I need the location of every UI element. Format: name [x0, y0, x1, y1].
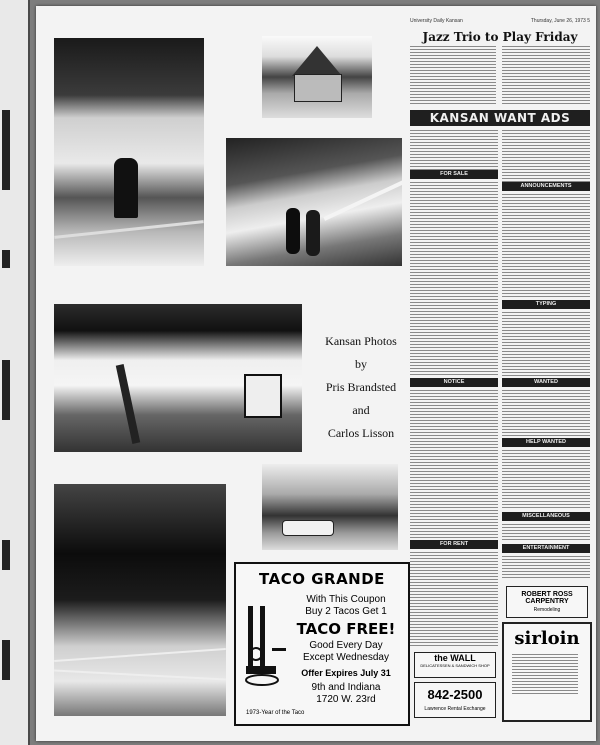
- rental-exchange-ad: [414, 682, 496, 718]
- ad-footer: 1973-Year of the Taco: [246, 710, 305, 716]
- wall-sub: DELICATESSEN & SANDWICH SHOP: [420, 663, 490, 668]
- classified-text: [502, 390, 590, 436]
- edge-mark: [2, 540, 10, 570]
- section-header-notice: NOTICE: [410, 378, 498, 387]
- classified-text: [502, 130, 590, 182]
- burning-building-photo: [54, 484, 226, 716]
- ad-expiry: Offer Expires July 31: [301, 668, 391, 678]
- section-header-miscellaneous: MISCELLANEOUS: [502, 512, 590, 521]
- section-header-for-rent: FOR RENT: [410, 540, 498, 549]
- ad-coupon-text: [288, 594, 404, 618]
- classified-text: [502, 556, 590, 578]
- date-page: Thursday, June 26, 1973 5: [530, 18, 590, 24]
- classified-text: [410, 130, 498, 170]
- ad-locations: [288, 682, 404, 706]
- sirloin-title: sirloin: [514, 628, 580, 649]
- classified-text: [502, 312, 590, 376]
- ad-line: Buy 2 Tacos Get 1: [305, 606, 387, 617]
- carpentry-sub: Remodeling: [533, 607, 561, 613]
- classified-text: [410, 390, 498, 538]
- the-wall-ad: [414, 652, 496, 678]
- edge-mark: [2, 250, 10, 268]
- sirloin-ad: [502, 622, 592, 722]
- article-text-column: [502, 46, 590, 106]
- adjacent-page-edge: [0, 0, 30, 745]
- wall-name: the WALL: [434, 653, 476, 663]
- edge-mark: [2, 640, 10, 680]
- article-text-column: [410, 46, 496, 106]
- newspaper-page: [36, 6, 596, 741]
- credit-line: Kansan Photos: [325, 334, 397, 348]
- section-header-typing: TYPING: [502, 300, 590, 309]
- ad-line: Good Every Day: [309, 640, 383, 651]
- police-car-photo: [262, 464, 398, 550]
- carpentry-title: ROBERT ROSS CARPENTRY: [521, 591, 573, 605]
- coffee-grinder-icon: [242, 598, 288, 692]
- classified-text: [410, 182, 498, 376]
- want-ads-banner: KANSAN WANT ADS: [410, 110, 590, 126]
- article-headline: Jazz Trio to Play Friday: [422, 30, 578, 44]
- phone-number: 842-2500: [427, 687, 483, 702]
- classified-text: [410, 552, 498, 648]
- edge-mark: [2, 360, 10, 420]
- carpentry-ad: [506, 586, 588, 618]
- ad-title: TACO GRANDE: [259, 570, 385, 588]
- section-header-help-wanted: HELP WANTED: [502, 438, 590, 447]
- credit-line: by: [355, 357, 367, 371]
- house-photo: [262, 36, 372, 118]
- section-header-announcements: ANNOUNCEMENTS: [502, 182, 590, 191]
- phone-sub: Lawrence Rental Exchange: [424, 706, 486, 712]
- ad-line: With This Coupon: [306, 594, 386, 605]
- sirloin-text: [512, 654, 578, 694]
- ad-line: 1720 W. 23rd: [316, 694, 376, 705]
- photo-credit: [306, 330, 416, 445]
- edge-mark: [2, 110, 10, 190]
- ad-line: 9th and Indiana: [311, 682, 381, 693]
- section-header-wanted: WANTED: [502, 378, 590, 387]
- ad-days: [288, 640, 404, 664]
- credit-line: Carlos Lisson: [327, 426, 395, 440]
- section-header-for-sale: FOR SALE: [410, 170, 498, 179]
- credit-line: and: [352, 403, 370, 417]
- section-header-entertainment: ENTERTAINMENT: [502, 544, 590, 553]
- paper-name: University Daily Kansan: [410, 18, 463, 24]
- credit-line: Pris Brandsted: [325, 380, 397, 394]
- fire-photo-firefighter: [54, 38, 204, 266]
- classified-text: [502, 194, 590, 298]
- smoke-photo: [54, 304, 302, 452]
- classified-text: [502, 450, 590, 510]
- fire-hose-photo: [226, 138, 402, 266]
- ad-line: Except Wednesday: [303, 652, 389, 663]
- classified-text: [502, 524, 590, 542]
- taco-grande-ad: [234, 562, 410, 726]
- ad-offer: TACO FREE!: [296, 620, 396, 638]
